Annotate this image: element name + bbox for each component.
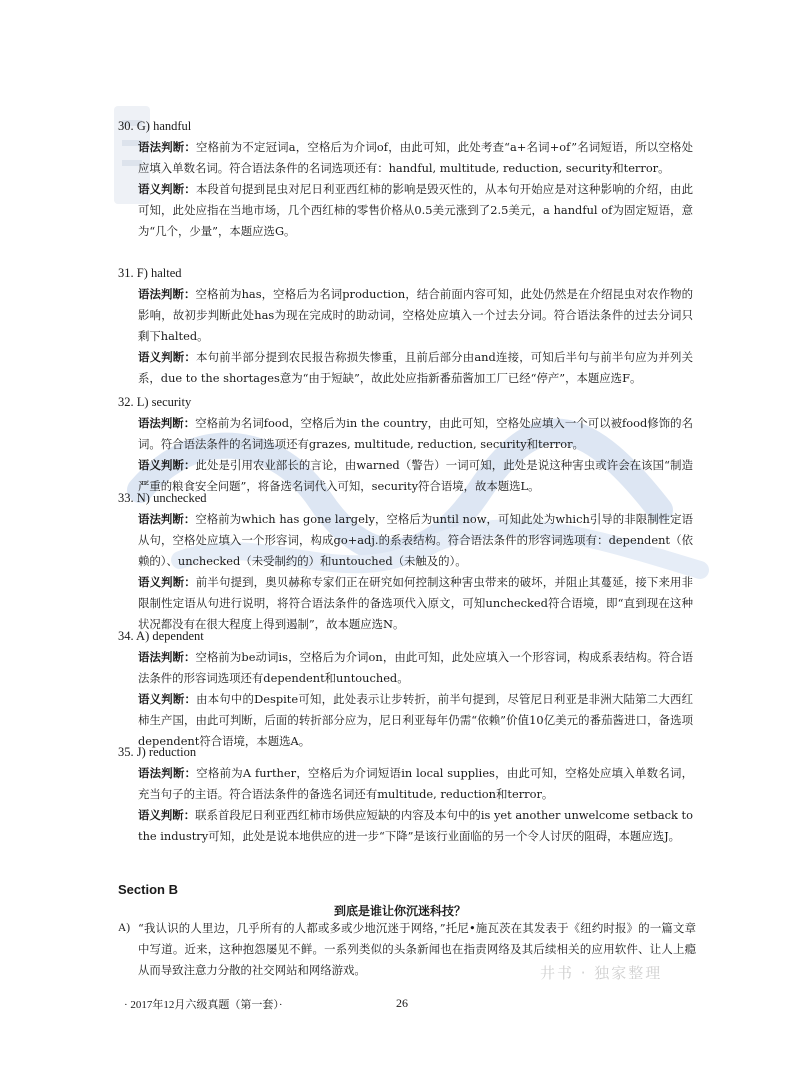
q32-semantic-tag: 语义判断：: [138, 458, 196, 472]
q31-grammar-text: 空格前为has，空格后为名词production，结合前面内容可知，此处仍然是在介绍昆虫对农作物的影响，故初步判断此处has为现在完成时的助动词，空格处应填入一个过去分词。符合语法条件的过去分词只剩下halted。: [138, 287, 693, 343]
q33-grammar-text: 空格前为which has gone largely，空格后为until now，可知此处为which引导的非限制性定语从句，空格处应填入一个形容词，构成go+adj.的系表结构。符合语法条件的形容词选项有：dependent（依赖的）、unchecked（未受制约的）和untouched（未触及的）。: [138, 512, 693, 568]
q31-grammar: [118, 284, 693, 347]
q34-grammar-text: 空格前为be动词is，空格后为介词on，由此可知，此处应填入一个形容词，构成系表结构。符合语法条件的形容词选项还有dependent和untouched。: [138, 650, 693, 685]
question-30-heading: 30. G) handful: [118, 119, 192, 133]
q30-semantic-tag: 语义判断：: [138, 182, 196, 196]
q33-semantic: [118, 572, 693, 635]
q31-grammar-tag: 语法判断：: [138, 287, 196, 301]
q34-semantic: [118, 689, 693, 752]
q33-grammar-tag: 语法判断：: [138, 512, 196, 526]
paragraph-a-text: “我认识的人里边，几乎所有的人都或多或少地沉迷于网络，”托尼•施瓦茨在其发表于《纽约时报》的一篇文章中写道。近来，这种抱怨屡见不鲜。一系列类似的头条新闻也在指责网络及其后续相关的应用软件、让人上瘾从而导致注意力分散的社交网站和网络游戏。: [138, 921, 696, 977]
page-number: 26: [396, 996, 408, 1010]
q34-semantic-tag: 语义判断：: [138, 692, 197, 706]
question-33: [118, 490, 693, 635]
q35-semantic-text: 联系首段尼日利亚西红柿市场供应短缺的内容及本句中的is yet another unwelcome setback to the industry可知，此处是说本地供应的进一步“下降”是该行业面临的另一个令人讨厌的阻碍，本题应选J。: [138, 808, 693, 843]
article-title: 到底是谁让你沉迷科技？: [333, 904, 466, 918]
q32-grammar-text: 空格前为名词food，空格后为in the country，由此可知，空格处应填入一个可以被food修饰的名词。符合语法条件的名词选项还有grazes, multitude, reduction, security和terror。: [138, 416, 693, 451]
q31-semantic-text: 本句前半部分提到农民报告称损失惨重，且前后部分由and连接，可知后半句与前半句应为并列关系，due to the shortages意为“由于短缺”，故此处应指新番茄酱加工厂已经“停产”，本题应选F。: [138, 350, 693, 385]
question-31-heading: 31. F) halted: [118, 266, 182, 280]
q33-semantic-text: 前半句提到，奥贝赫称专家们正在研究如何控制这种害虫带来的破坏，并阻止其蔓延，接下来用非限制性定语从句进行说明，将符合语法条件的备选项代入原文，可知unchecked符合语境，即“直到现在这种状况都没有在很大程度上得到遏制”，故本题应选N。: [138, 575, 693, 631]
question-34: [118, 628, 693, 752]
q35-grammar: [118, 763, 693, 805]
q31-semantic: [118, 347, 693, 389]
q30-grammar-text: 空格前为不定冠词a，空格后为介词of，由此可知，此处考查“a+名词+of”名词短语，所以空格处应填入单数名词。符合语法条件的名词选项还有：handful, multitude, reduction, security和terror。: [138, 140, 693, 175]
q32-semantic-text: 此处是引用农业部长的言论，由warned（警告）一词可知，此处是说这种害虫或许会在该国“制造严重的粮食安全问题”，将备选名词代入可知，security符合语境，故本题选L。: [138, 458, 693, 493]
question-31: [118, 265, 693, 389]
question-34-heading: 34. A) dependent: [118, 629, 204, 643]
question-35-heading: 35. J) reduction: [118, 745, 197, 759]
paragraph-letter: A): [118, 922, 131, 934]
q35-grammar-tag: 语法判断：: [138, 766, 197, 780]
brand-watermark: 井书 · 独家整理: [540, 964, 663, 982]
question-35: [118, 744, 693, 847]
q34-semantic-text: 由本句中的Despite可知，此处表示让步转折，前半句提到，尽管尼日利亚是非洲大陆第二大西红柿生产国，由此可判断，后面的转折部分应为，尼日利亚每年仍需“依赖”价值10亿美元的番茄酱进口，备选项dependent符合语境，本题选A。: [138, 692, 693, 748]
question-33-heading: 33. N) unchecked: [118, 491, 207, 505]
q31-semantic-tag: 语义判断：: [138, 350, 196, 364]
q32-grammar: [118, 413, 693, 455]
q34-grammar-tag: 语法判断：: [138, 650, 196, 664]
q30-semantic: [118, 179, 693, 242]
q35-semantic-tag: 语义判断：: [138, 808, 196, 822]
q35-grammar-text: 空格前为A further，空格后为介词短语in local supplies，由此可知，空格处应填入单数名词，充当句子的主语。符合语法条件的备选名词还有multitude, reduction和terror。: [138, 766, 693, 801]
q34-grammar: [118, 647, 693, 689]
question-32: [118, 394, 693, 497]
q35-semantic: [118, 805, 693, 847]
q30-grammar: [118, 137, 693, 179]
q32-grammar-tag: 语法判断：: [138, 416, 196, 430]
section-heading: Section B: [118, 882, 178, 897]
q30-grammar-tag: 语法判断：: [138, 140, 196, 154]
footer-source: · 2017年12月六级真题（第一套）·: [124, 999, 283, 1011]
question-30: [118, 118, 693, 242]
q30-semantic-text: 本段首句提到昆虫对尼日利亚西红柿的影响是毁灭性的，从本句开始应是对这种影响的介绍，由此可知，此处应指在当地市场，几个西红柿的零售价格从0.5美元涨到了2.5美元，a handful of为固定短语，意为“几个，少量”，本题应选G。: [138, 182, 693, 238]
q33-semantic-tag: 语义判断：: [138, 575, 196, 589]
question-32-heading: 32. L) security: [118, 395, 192, 409]
q33-grammar: [118, 509, 693, 572]
